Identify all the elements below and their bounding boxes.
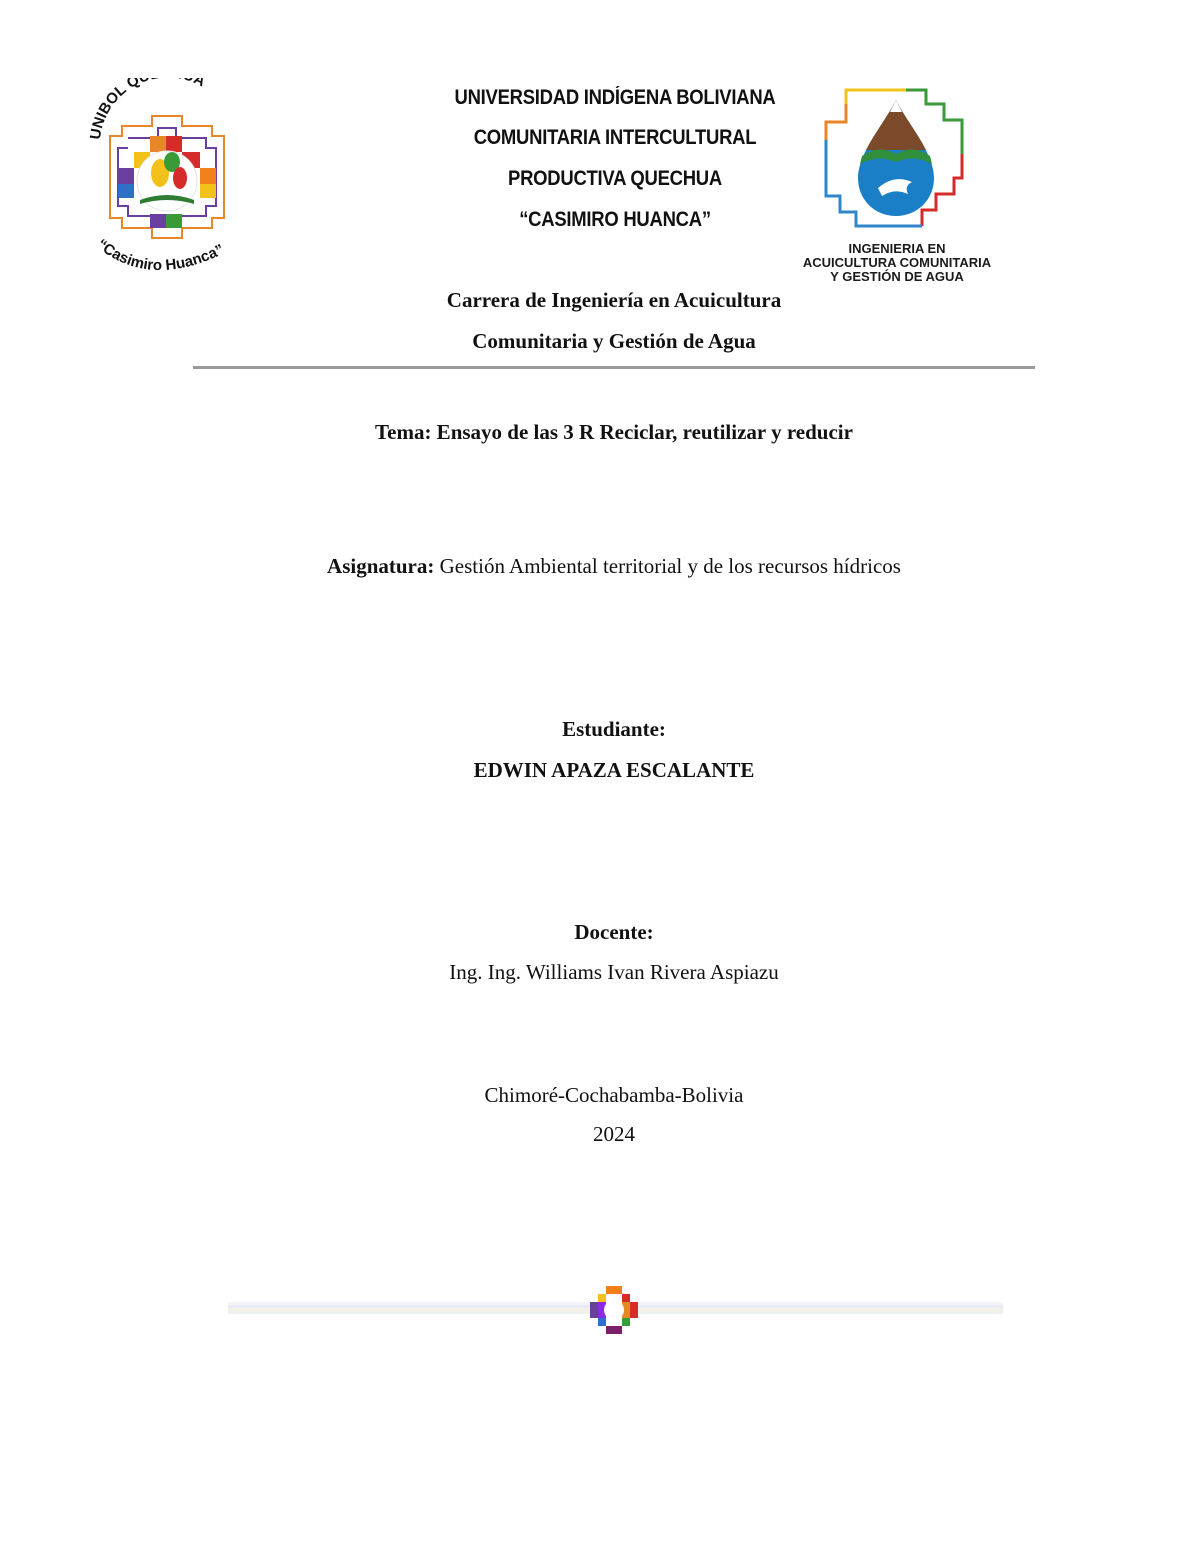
- subject-label: Asignatura:: [327, 554, 435, 578]
- wiphala-footer-icon: [590, 1286, 638, 1334]
- unibol-logo: [82, 78, 252, 288]
- university-name-line-2: COMUNITARIA INTERCULTURAL: [473, 126, 757, 149]
- university-name-line-3: PRODUCTIVA QUECHUA: [508, 167, 722, 190]
- header-divider: [193, 366, 1035, 369]
- career-line-2: Comunitaria y Gestión de Agua: [472, 329, 756, 353]
- aquaculture-caption-line-2: ACUICULTURA COMUNITARIA: [802, 255, 992, 270]
- topic-title: Tema: Ensayo de las 3 R Reciclar, reutilizar y reducir: [375, 420, 853, 444]
- svg-text:“Casimiro Huanca”: [94, 236, 227, 274]
- university-name-line-4: “CASIMIRO HUANCA”: [519, 208, 711, 231]
- year: 2024: [593, 1122, 635, 1146]
- subject-line: [0, 554, 1200, 579]
- aquaculture-water-drop-icon: [786, 82, 1008, 247]
- logo-top-text: UNIBOL Q A: [86, 78, 209, 141]
- aquaculture-logo: [786, 82, 1008, 288]
- place: Chimoré-Cochabamba-Bolivia: [484, 1083, 744, 1107]
- career-line-1: Carrera de Ingeniería en Acuicultura: [446, 288, 782, 312]
- aquaculture-caption-line-1: INGENIERIA EN: [848, 241, 946, 256]
- unibol-emblem-icon: [82, 78, 252, 288]
- aquaculture-caption-line-3: Y GESTIÓN DE AGUA: [830, 269, 964, 284]
- university-name-line-1: UNIVERSIDAD INDÍGENA BOLIVIANA: [454, 86, 776, 109]
- svg-text:UNIBOL QUECHUA: [87, 78, 208, 141]
- teacher-name: Ing. Ing. Williams Ivan Rivera Aspiazu: [449, 960, 779, 984]
- student-label: Estudiante:: [562, 717, 666, 741]
- subject-value: Gestión Ambiental territorial y de los recursos hídricos: [439, 554, 901, 578]
- logo-bottom-text: “Casimiro Huanca”: [93, 235, 227, 275]
- teacher-label: Docente:: [574, 920, 654, 944]
- student-name: EDWIN APAZA ESCALANTE: [473, 758, 755, 782]
